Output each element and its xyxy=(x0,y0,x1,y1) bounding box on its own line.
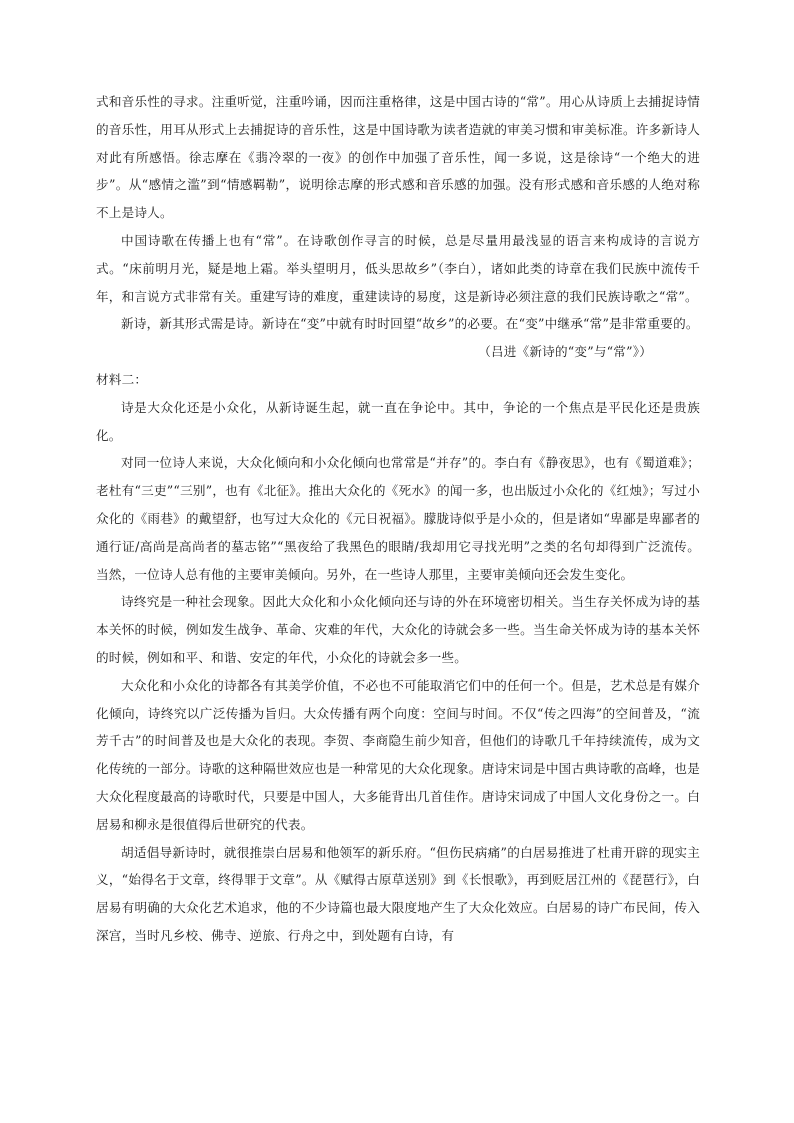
paragraph: 新诗，新其形式需是诗。新诗在“变”中就有时时回望“故乡”的必要。在“变”中继承“常”是非常重要的。 xyxy=(121,316,699,332)
paragraph: 对同一位诗人来说，大众化倾向和小众化倾向也常常是“并存”的。李白有《静夜思》，也有《蜀道难》；老杜有“三吏”“三别”，也有《北征》。推出大众化的《死水》的闻一多，也出版过小众化的《红烛》；写过小众化的《雨巷》的戴望舒，也写过大众化的《元日祝福》。朦胧诗似乎是小众的，但是诸如“卑鄙是卑鄙者的通行证/高尚是高尚者的墓志铭”“黑夜给了我黑色的眼睛/我却用它寻找光明”之类的名句却得到广泛流传。当然，一位诗人总有他的主要审美倾向。另外，在一些诗人那里，主要审美倾向还会发生变化。 xyxy=(96,455,700,582)
paragraph: 大众化和小众化的诗都各有其美学价值，不必也不可能取消它们中的任何一个。但是，艺术总是有媒介化倾向，诗终究以广泛传播为旨归。大众传播有两个向度：空间与时间。不仅“传之四海”的空间普及，“流芳千古”的时间普及也是大众化的表现。李贺、李商隐生前少知音，但他们的诗歌几千年持续流传，成为文化传统的一部分。诗歌的这种隔世效应也是一种常见的大众化现象。唐诗宋词是中国古典诗歌的高峰，也是大众化程度最高的诗歌时代，只要是中国人，大多能背出几首佳作。唐诗宋词成了中国人文化身份之一。白居易和柳永是很值得后世研究的代表。 xyxy=(96,677,700,832)
section-label: 材料二： xyxy=(96,371,148,387)
document-page xyxy=(96,88,700,950)
paragraph: 中国诗歌在传播上也有“常”。在诗歌创作寻言的时候，总是尽量用最浅显的语言来构成诗的言说方式。“床前明月光，疑是地上霜。举头望明月，低头思故乡”（李白），诸如此类的诗章在我们民族中流传千年，和言说方式非常有关。重建写诗的难度，重建读诗的易度，这是新诗必须注意的我们民族诗歌之“常”。 xyxy=(96,232,700,304)
source-citation: （吕进《新诗的“变”与“常”》） xyxy=(478,344,652,360)
paragraph: 诗是大众化还是小众化，从新诗诞生起，就一直在争论中。其中，争论的一个焦点是平民化还是贵族化。 xyxy=(96,399,700,443)
paragraph: 胡适倡导新诗时，就很推崇白居易和他领军的新乐府。“但伤民病痛”的白居易推进了杜甫开辟的现实主义，“始得名于文章，终得罪于文章”。从《赋得古原草送别》到《长恨歌》，再到贬居江州的《琵琶行》，白居易有明确的大众化艺术追求，他的不少诗篇也最大限度地产生了大众化效应。白居易的诗广布民间，传入深宫，当时凡乡校、佛寺、逆旅、行舟之中，到处题有白诗，有 xyxy=(96,844,700,943)
paragraph: 诗终究是一种社会现象。因此大众化和小众化倾向还与诗的外在环境密切相关。当生存关怀成为诗的基本关怀的时候，例如发生战争、革命、灾难的年代，大众化的诗就会多一些。当生命关怀成为诗的基本关怀的时候，例如和平、和谐、安定的年代，小众化的诗就会多一些。 xyxy=(96,594,700,665)
paragraph: 式和音乐性的寻求。注重听觉，注重吟诵，因而注重格律，这是中国古诗的“常”。用心从诗质上去捕捉诗情的音乐性，用耳从形式上去捕捉诗的音乐性，这是中国诗歌为读者造就的审美习惯和审美标准。许多新诗人对此有所感悟。徐志摩在《翡冷翠的一夜》的创作中加强了音乐性，闻一多说，这是徐诗“一个绝大的进步”。从“感情之滥”到“情感羁勒”，说明徐志摩的形式感和音乐感的加强。没有形式感和音乐感的人绝对称不上是诗人。 xyxy=(96,94,700,221)
